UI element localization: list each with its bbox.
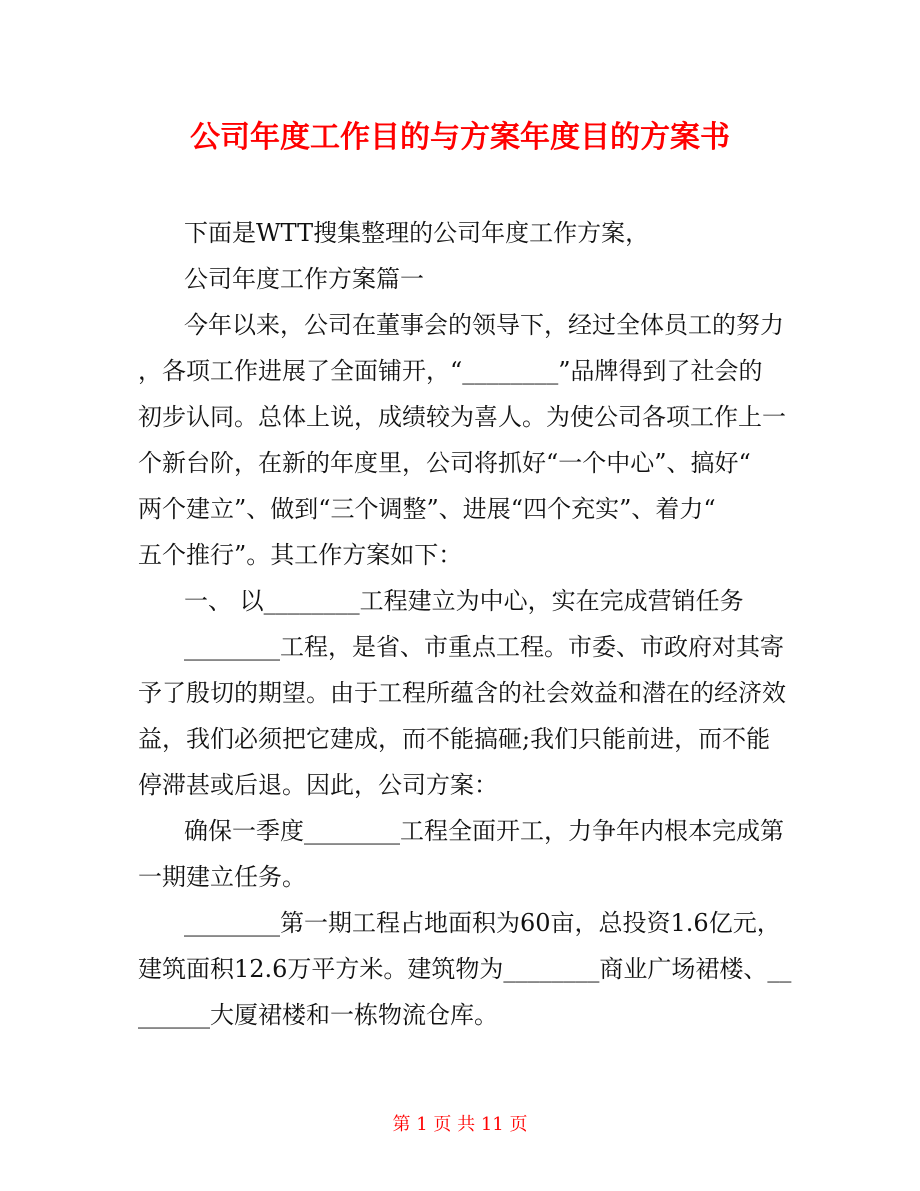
paragraph-line: 予了殷切的期望。由于工程所蕴含的社会效益和潜在的经济效	[138, 679, 786, 707]
paragraph-line: 下面是WTT搜集整理的公司年度工作方案，	[184, 219, 650, 247]
paragraph-line: 初步认同。总体上说，成绩较为喜人。为使公司各项工作上一	[138, 403, 786, 431]
document-body	[138, 210, 792, 1038]
document-title: 公司年度工作目的与方案年度目的方案书	[190, 120, 730, 155]
section-heading: 一、 以________工程建立为中心，实在完成营销任务	[184, 587, 744, 615]
paragraph-line: ________第一期工程占地面积为60亩，总投资1.6亿元，	[184, 909, 781, 937]
paragraph-line: 建筑面积12.6万平方米。建筑物为________商业广场裙楼、__	[138, 955, 792, 983]
paragraph-line: 两个建立”、做到“三个调整”、进展“四个充实”、着力“	[138, 495, 716, 523]
paragraph-line: ______大厦裙楼和一栋物流仓库。	[138, 1001, 498, 1029]
paragraph-line: 个新台阶，在新的年度里，公司将抓好“一个中心”、搞好“	[138, 449, 751, 477]
paragraph-line: 公司年度工作方案篇一	[184, 265, 424, 293]
paragraph-line: 五个推行”。其工作方案如下：	[138, 541, 463, 569]
paragraph-line: 停滞甚或后退。因此，公司方案：	[138, 771, 498, 799]
paragraph-line: ________工程，是省、市重点工程。市委、市政府对其寄	[184, 633, 784, 661]
page-footer: 第 1 页 共 11 页	[392, 1114, 528, 1135]
paragraph-line: 今年以来，公司在董事会的领导下，经过全体员工的努力	[184, 311, 784, 339]
paragraph-line: 一期建立任务。	[138, 863, 306, 891]
paragraph-line: ，各项工作进展了全面铺开，“________”品牌得到了社会的	[138, 357, 763, 385]
paragraph-line: 确保一季度________工程全面开工，力争年内根本完成第	[184, 817, 784, 845]
paragraph-line: 益，我们必须把它建成，而不能搞砸;我们只能前进，而不能	[138, 725, 771, 753]
